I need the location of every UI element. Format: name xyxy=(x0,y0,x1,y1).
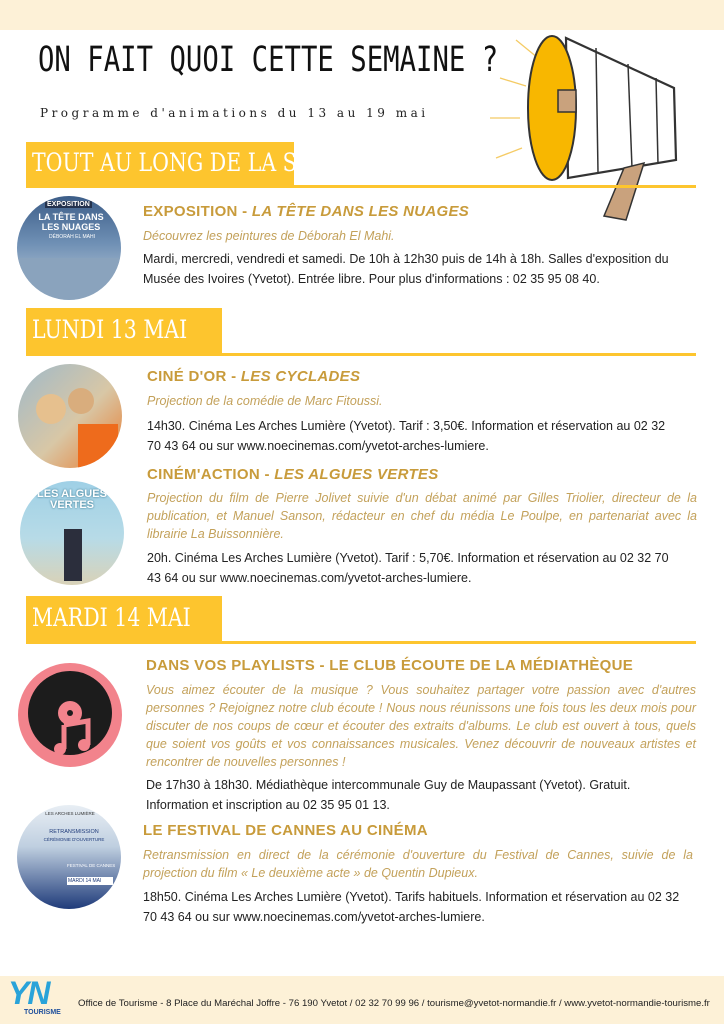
event-title-exposition: EXPOSITION - LA TÊTE DANS LES NUAGES xyxy=(143,203,470,220)
event-info-exposition: Mardi, mercredi, vendredi et samedi. De 10h à 12h30 puis de 14h à 18h. Salles d'exposition du Musée des Ivoires (Yvetot). Entrée libre. Pour plus d'informations : 02 35 95 08 40. xyxy=(143,252,669,286)
event-thumb-cyclades xyxy=(18,364,122,468)
thumb-author: DÉBORAH EL MAHI xyxy=(49,234,95,240)
thumb-title: LA TÊTE DANS LES NUAGES xyxy=(38,212,104,232)
event-info-cannes: 18h50. Cinéma Les Arches Lumière (Yvetot). Tarifs habituels. Information et réservation au 02 32 70 43 64 ou sur www.noecinemas.com/yvetot-arches-lumiere. xyxy=(143,890,680,924)
thumb-painting xyxy=(17,258,121,300)
thumb-face xyxy=(68,388,94,414)
thumb-date: MARDI 14 MAI xyxy=(67,877,113,885)
event-title-cannes: LE FESTIVAL DE CANNES AU CINÉMA xyxy=(143,822,428,839)
megaphone-icon xyxy=(486,18,696,223)
thumb-line1: RETRANSMISSION xyxy=(49,829,99,835)
vinyl-music-icon xyxy=(18,663,122,767)
section-label-tuesday: MARDI 14 MAI xyxy=(32,603,191,632)
tourism-logo xyxy=(6,977,72,1019)
thumb-person xyxy=(64,529,82,581)
thumb-top: LES ARCHES LUMIÈRE xyxy=(45,811,95,816)
event-title-playlists: DANS VOS PLAYLISTS - LE CLUB ÉCOUTE DE LA MÉDIATHÈQUE xyxy=(146,657,634,674)
page-subtitle: Programme d'animations du 13 au 19 mai xyxy=(40,106,429,120)
event-desc-cyclades: Projection de la comédie de Marc Fitoussi. xyxy=(147,394,383,408)
section-line-week xyxy=(26,185,696,188)
thumb-line2: CÉRÉMONIE D'OUVERTURE xyxy=(43,837,105,842)
section-label-week: TOUT AU LONG DE LA SEMAINE xyxy=(32,148,389,177)
event-thumb-exposition xyxy=(17,196,121,300)
event-info-algues: 20h. Cinéma Les Arches Lumière (Yvetot). Tarif : 5,70€. Information et réservation au 02 32 70 43 64 ou sur www.noecinemas.com/yvetot-arches-lumiere. xyxy=(147,551,669,585)
thumb-face xyxy=(36,394,66,424)
thumb-shirt xyxy=(78,424,118,468)
event-thumb-algues xyxy=(20,481,124,585)
event-title-algues: CINÉM'ACTION - LES ALGUES VERTES xyxy=(147,466,439,483)
section-label-monday: LUNDI 13 MAI xyxy=(32,315,188,344)
thumb-line3: FESTIVAL DE CANNES xyxy=(67,863,116,868)
event-desc-cannes: Retransmission en direct de la cérémonie d'ouverture du Festival de Cannes, suivie de la projection du film « Le deuxième acte » de Quentin Dupieux. xyxy=(143,848,693,880)
event-info-cyclades: 14h30. Cinéma Les Arches Lumière (Yvetot). Tarif : 3,50€. Information et réservation au 02 32 70 43 64 ou sur www.noecinemas.com/yvetot-arches-lumiere. xyxy=(147,419,666,453)
event-desc-playlists: Vous aimez écouter de la musique ? Vous souhaitez partager votre passion avec d'autres personnes ? Rejoignez notre club écoute ! Nous nous réunissons une fois tous les deux mois pour discuter de nos coups de cœur et écouter des extraits d'albums. Le club est ouvert à tous, quels que soient vos goûts et vos connaissances musicales. Venez découvrir de nouveaux artistes et rencontrer de nouvelles personnes ! xyxy=(146,683,696,769)
logo-letters: YN xyxy=(8,975,49,1011)
event-info-playlists: De 17h30 à 18h30. Médiathèque intercommunale Guy de Maupassant (Yvetot). Gratuit. Information et inscription au 02 35 95 01 13. xyxy=(146,778,631,812)
section-line-tuesday xyxy=(26,641,696,644)
thumb-caption: EXPOSITION xyxy=(47,201,90,208)
page-title: ON FAIT QUOI CETTE SEMAINE ? xyxy=(38,40,499,80)
event-thumb-cannes xyxy=(17,805,121,909)
section-line-monday xyxy=(26,353,696,356)
event-desc-exposition: Découvrez les peintures de Déborah El Mahi. xyxy=(143,229,395,243)
thumb-title: LES ALGUES VERTES xyxy=(37,488,107,511)
logo-caption: TOURISME xyxy=(24,1009,61,1016)
event-desc-algues: Projection du film de Pierre Jolivet suivie d'un débat animé par Gilles Triolier, directeur de la publication, et Manuel Sanson, rédacteur en chef du média Le Poulpe, en partenariat avec la librairie La Buissonnière. xyxy=(147,491,697,541)
footer-contact: Office de Tourisme - 8 Place du Maréchal Joffre - 76 190 Yvetot / 02 32 70 99 96 / tourisme@yvetot-normandie.fr / www.yvetot-normandie-tourisme.fr xyxy=(78,998,710,1009)
event-thumb-playlists xyxy=(18,663,122,767)
event-title-cyclades: CINÉ D'OR - LES CYCLADES xyxy=(147,368,361,385)
